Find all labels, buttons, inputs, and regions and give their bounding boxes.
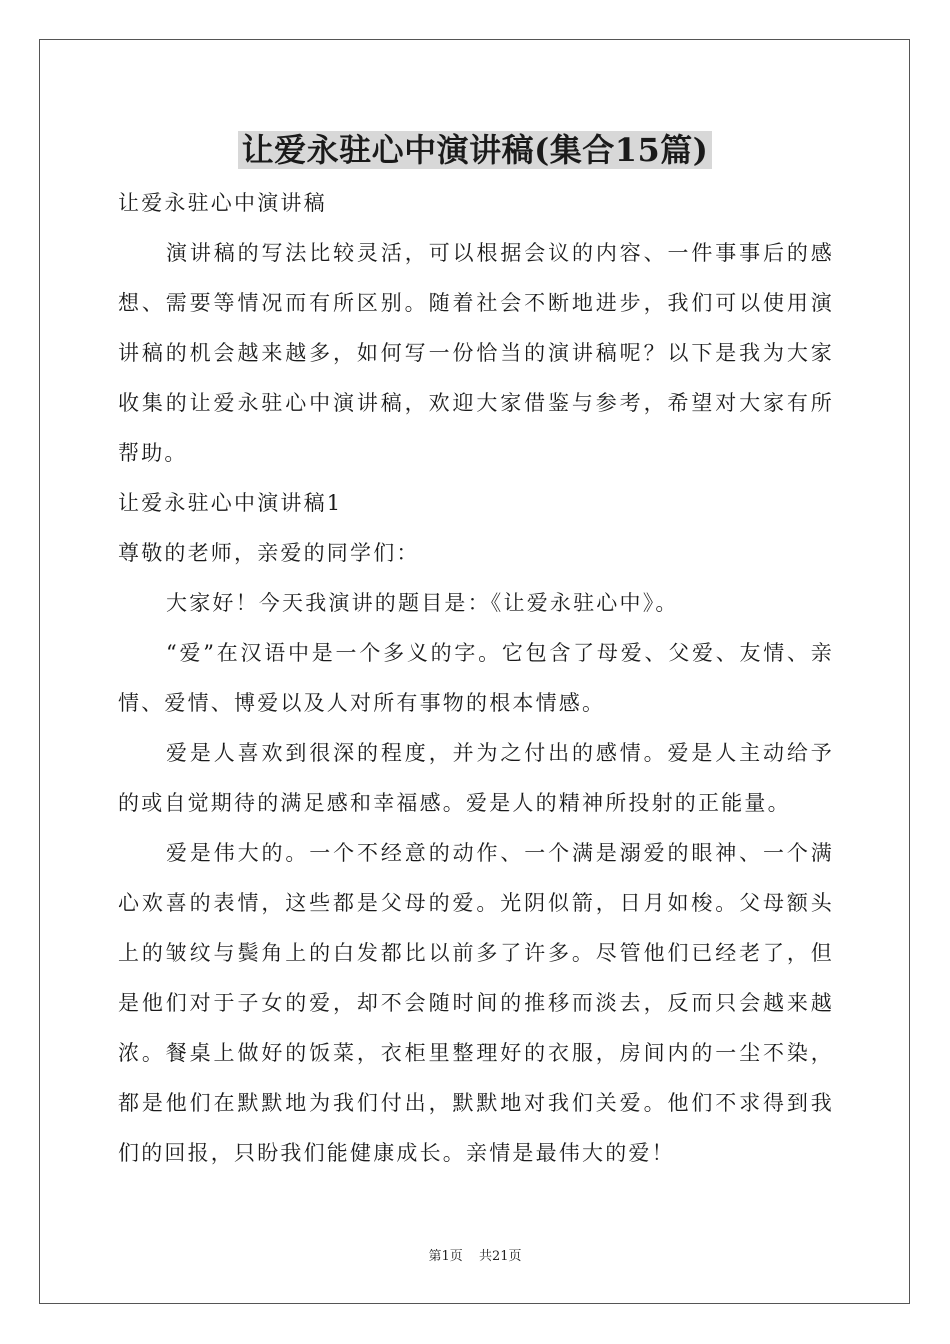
paragraph-greeting: 大家好！今天我演讲的题目是：《让爱永驻心中》。 xyxy=(166,591,679,615)
paragraph-parents-love: 爱是伟大的。一个不经意的动作、一个满是溺爱的眼神、一个满心欢喜的表情，这些都是父母的爱。光阴似箭，日月如梭。父母额头上的皱纹与鬓角上的白发都比以前多了许多。尽管他们已经老了，但是他们对于子女的爱，却不会随时间的推移而淡去，反而只会越来越浓。餐桌上做好的饭菜，衣柜里整理好的衣服，房间内的一尘不染，都是他们在默默地为我们付出，默默地对我们关爱。他们不求得到我们的回报，只盼我们能健康成长。亲情是最伟大的爱！ xyxy=(118,841,834,1165)
document-body xyxy=(118,178,834,1178)
page-total: 共21页 xyxy=(478,1249,522,1264)
paragraph-salutation: 尊敬的老师，亲爱的同学们： xyxy=(118,541,420,565)
document-title-text: 让爱永驻心中演讲稿(集合15篇) xyxy=(238,131,713,169)
paragraph-love-definition: 爱是人喜欢到很深的程度，并为之付出的感情。爱是人主动给予的或自觉期待的满足感和幸福感。爱是人的精神所投射的正能量。 xyxy=(118,741,834,815)
document-title xyxy=(0,127,950,173)
paragraph-love-meaning: “爱”在汉语中是一个多义的字。它包含了母爱、父爱、友情、亲情、爱情、博爱以及人对所有事物的根本情感。 xyxy=(118,641,834,715)
paragraph-subtitle: 让爱永驻心中演讲稿 xyxy=(118,191,327,215)
page-number: 第1页 xyxy=(428,1249,463,1264)
page-footer xyxy=(0,1248,950,1266)
paragraph-intro: 演讲稿的写法比较灵活，可以根据会议的内容、一件事事后的感想、需要等情况而有所区别。随着社会不断地进步，我们可以使用演讲稿的机会越来越多，如何写一份恰当的演讲稿呢？以下是我为大家收集的让爱永驻心中演讲稿，欢迎大家借鉴与参考，希望对大家有所帮助。 xyxy=(118,241,834,465)
paragraph-section-heading: 让爱永驻心中演讲稿1 xyxy=(118,491,343,515)
